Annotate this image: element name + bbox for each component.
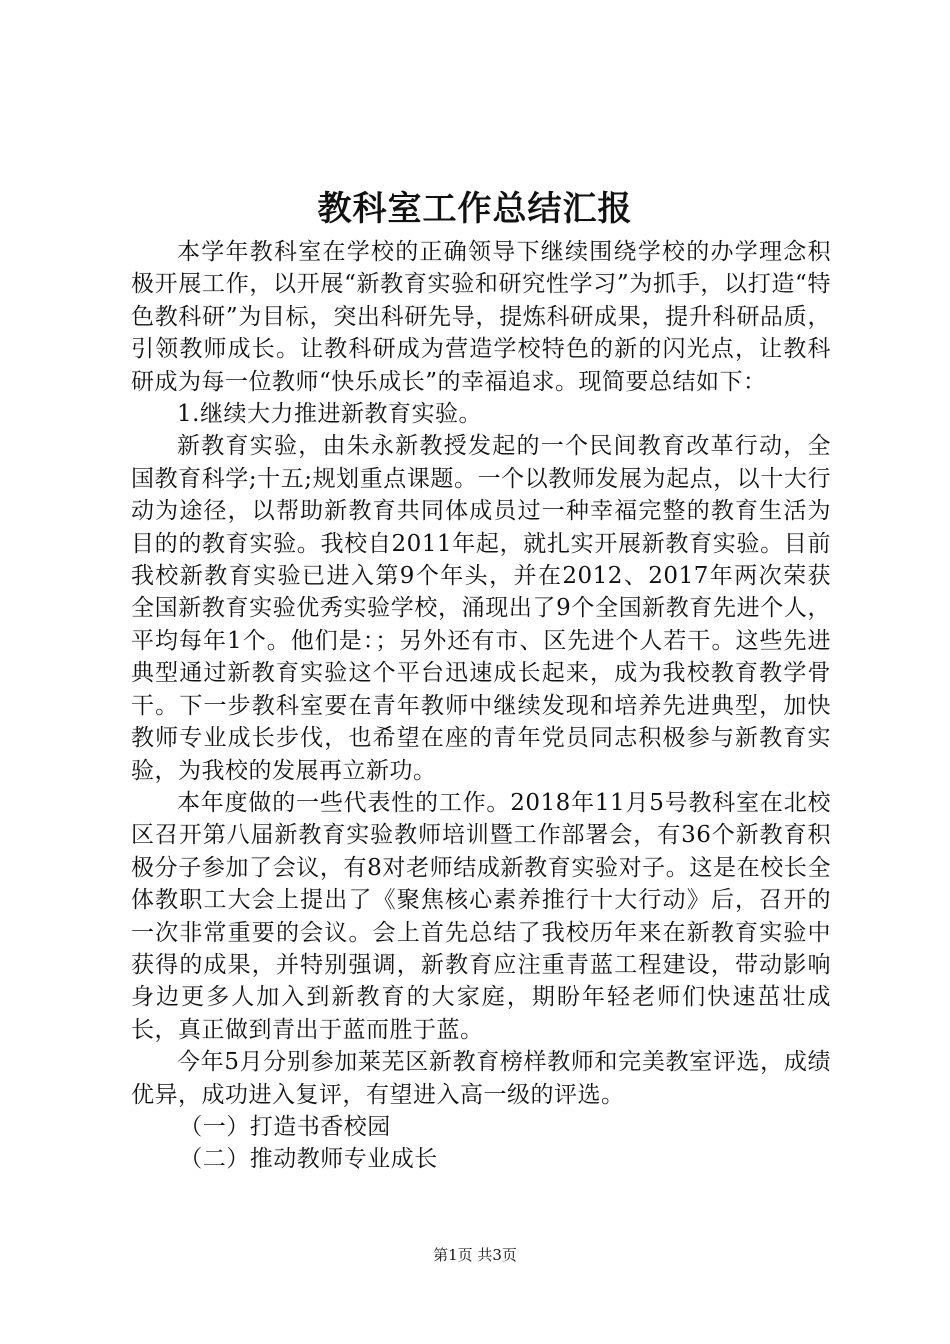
paragraph-may-selection: 今年5月分别参加莱芜区新教育榜样教师和完美教室评选，成绩优异，成功进入复评，有望进入高一级的评选。 — [131, 1049, 831, 1108]
document-body — [131, 236, 831, 1176]
paragraph-intro: 本学年教科室在学校的正确领导下继续围绕学校的办学理念积极开展工作，以开展“新教育实验和研究性学习”为抓手，以打造“特色教科研”为目标，突出科研先导，提炼科研成果，提升科研品质，引领教师成长。让教科研成为营造学校特色的新的闪光点，让教科研成为每一位教师“快乐成长”的幸福追求。现简要总结如下： — [131, 239, 831, 395]
subheading-teacher-growth: （二）推动教师专业成长 — [179, 1146, 438, 1173]
page-number-footer: 第1页 共3页 — [433, 1246, 517, 1264]
paragraph-new-education: 新教育实验，由朱永新教授发起的一个民间教育改革行动，全国教育科学;十五;规划重点课题。一个以教师发展为起点，以十大行动为途径，以帮助新教育共同体成员过一种幸福完整的教育生活为目的的教育实验。我校自2011年起，就扎实开展新教育实验。目前我校新教育实验已进入第9个年头，并在2012、2017年两次荣获全国新教育实验优秀实验学校，涌现出了9个全国新教育先进个人，平均每年1个。他们是：；另外还有市、区先进个人若干。这些先进典型通过新教育实验这个平台迅速成长起来，成为我校教育教学骨干。下一步教科室要在青年教师中继续发现和培养先进典型，加快教师专业成长步伐，也希望在座的青年党员同志积极参与新教育实验，为我校的发展再立新功。 — [131, 433, 831, 784]
subheading-reading-campus: （一）打造书香校园 — [179, 1113, 391, 1140]
paragraph-annual-work: 本年度做的一些代表性的工作。2018年11月5号教科室在北校区召开第八届新教育实验教师培训暨工作部署会，有36个新教育积极分子参加了会议，有8对老师结成新教育实验对子。这是在校长全体教职工大会上提出了《聚焦核心素养推行十大行动》后，召开的一次非常重要的会议。会上首先总结了我校历年来在新教育实验中获得的成果，并特别强调，新教育应注重青蓝工程建设，带动影响身边更多人加入到新教育的大家庭，期盼年轻老师们快速茁壮成长，真正做到青出于蓝而胜于蓝。 — [131, 789, 831, 1043]
section-heading-1: 1.继续大力推进新教育实验。 — [177, 401, 482, 428]
document-title: 教科室工作总结汇报 — [317, 189, 633, 229]
